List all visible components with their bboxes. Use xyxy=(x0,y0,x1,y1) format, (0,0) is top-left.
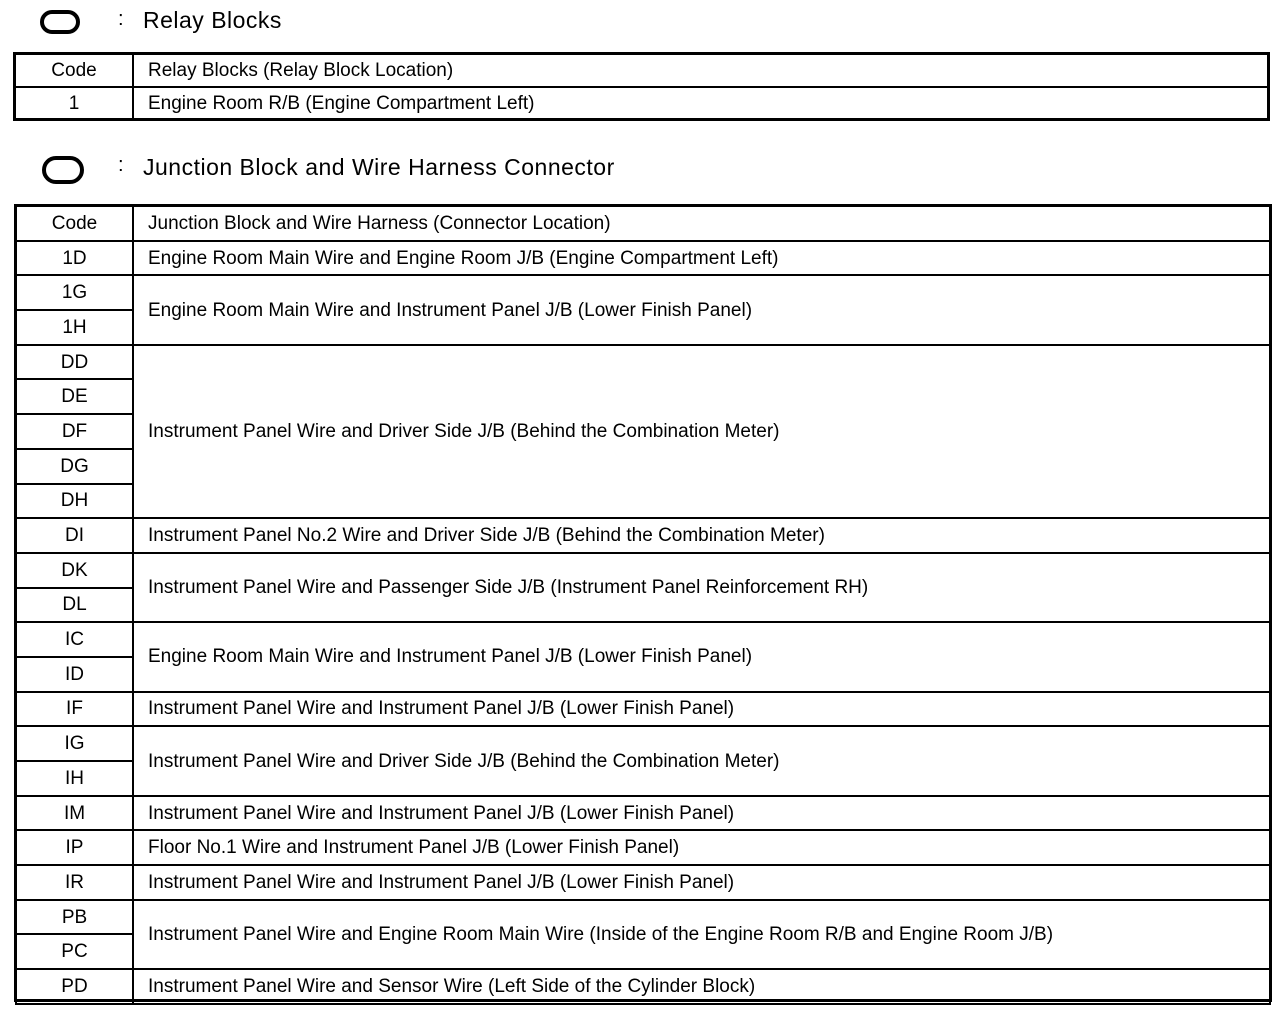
connector-code: DE xyxy=(16,379,133,414)
connector-code: DK xyxy=(16,553,133,588)
connector-code: IG xyxy=(16,726,133,761)
table-row xyxy=(16,275,1270,310)
rounded-rectangle-icon xyxy=(40,10,80,34)
connector-code: PB xyxy=(16,900,133,935)
code-column-header: Code xyxy=(16,206,133,241)
connector-description: Engine Room Main Wire and Engine Room J/B (Engine Compartment Left) xyxy=(133,241,1270,276)
description-column-header: Junction Block and Wire Harness (Connector Location) xyxy=(133,206,1270,241)
table-row xyxy=(16,796,1270,831)
connector-code: DH xyxy=(16,484,133,519)
connector-code: IC xyxy=(16,622,133,657)
connector-description: Instrument Panel No.2 Wire and Driver Side J/B (Behind the Combination Meter) xyxy=(133,518,1270,553)
connector-code: 1H xyxy=(16,310,133,345)
legend-separator: : xyxy=(118,8,124,30)
connector-code: 1D xyxy=(16,241,133,276)
connector-code: IM xyxy=(16,796,133,831)
relay-blocks-title: Relay Blocks xyxy=(143,7,282,33)
table-row xyxy=(16,900,1270,935)
description-column-header: Relay Blocks (Relay Block Location) xyxy=(133,54,1268,87)
table-row xyxy=(16,865,1270,900)
legend-separator: : xyxy=(118,154,124,176)
connector-description: Instrument Panel Wire and Driver Side J/B (Behind the Combination Meter) xyxy=(133,345,1270,518)
connector-description: Engine Room Main Wire and Instrument Panel J/B (Lower Finish Panel) xyxy=(133,275,1270,344)
table-row xyxy=(16,692,1270,727)
connector-code: DD xyxy=(16,345,133,380)
relay-code: 1 xyxy=(15,87,133,120)
relay-blocks-legend xyxy=(0,4,400,40)
connector-code: DG xyxy=(16,449,133,484)
junction-block-table xyxy=(15,205,1271,1005)
table-header-row xyxy=(16,206,1270,241)
connector-code: PC xyxy=(16,934,133,969)
connector-code: 1G xyxy=(16,275,133,310)
relay-blocks-table xyxy=(14,53,1269,121)
connector-code: IP xyxy=(16,830,133,865)
table-header-row xyxy=(15,54,1268,87)
connector-description: Engine Room Main Wire and Instrument Panel J/B (Lower Finish Panel) xyxy=(133,622,1270,691)
connector-code: IF xyxy=(16,692,133,727)
relay-description: Engine Room R/B (Engine Compartment Left) xyxy=(133,87,1268,120)
connector-code: ID xyxy=(16,657,133,692)
table-row xyxy=(15,87,1268,120)
connector-code: IR xyxy=(16,865,133,900)
connector-description: Instrument Panel Wire and Instrument Panel J/B (Lower Finish Panel) xyxy=(133,796,1270,831)
connector-code: DF xyxy=(16,414,133,449)
connector-code: DL xyxy=(16,588,133,623)
junction-block-title: Junction Block and Wire Harness Connector xyxy=(143,154,615,180)
connector-description: Instrument Panel Wire and Instrument Panel J/B (Lower Finish Panel) xyxy=(133,692,1270,727)
connector-code: PD xyxy=(16,969,133,1004)
connector-description: Instrument Panel Wire and Sensor Wire (Left Side of the Cylinder Block) xyxy=(133,969,1270,1004)
connector-description: Instrument Panel Wire and Passenger Side J/B (Instrument Panel Reinforcement RH) xyxy=(133,553,1270,622)
table-row xyxy=(16,345,1270,380)
code-column-header: Code xyxy=(15,54,133,87)
connector-code: DI xyxy=(16,518,133,553)
table-row xyxy=(16,241,1270,276)
connector-description: Floor No.1 Wire and Instrument Panel J/B (Lower Finish Panel) xyxy=(133,830,1270,865)
table-row xyxy=(16,969,1270,1004)
table-row xyxy=(16,726,1270,761)
table-row xyxy=(16,622,1270,657)
rounded-rectangle-icon xyxy=(42,156,84,184)
junction-block-legend xyxy=(0,152,800,188)
connector-code: IH xyxy=(16,761,133,796)
table-row xyxy=(16,553,1270,588)
table-row xyxy=(16,518,1270,553)
connector-description: Instrument Panel Wire and Instrument Panel J/B (Lower Finish Panel) xyxy=(133,865,1270,900)
table-row xyxy=(16,830,1270,865)
connector-description: Instrument Panel Wire and Engine Room Main Wire (Inside of the Engine Room R/B and Engine Room J/B) xyxy=(133,900,1270,969)
connector-description: Instrument Panel Wire and Driver Side J/B (Behind the Combination Meter) xyxy=(133,726,1270,795)
